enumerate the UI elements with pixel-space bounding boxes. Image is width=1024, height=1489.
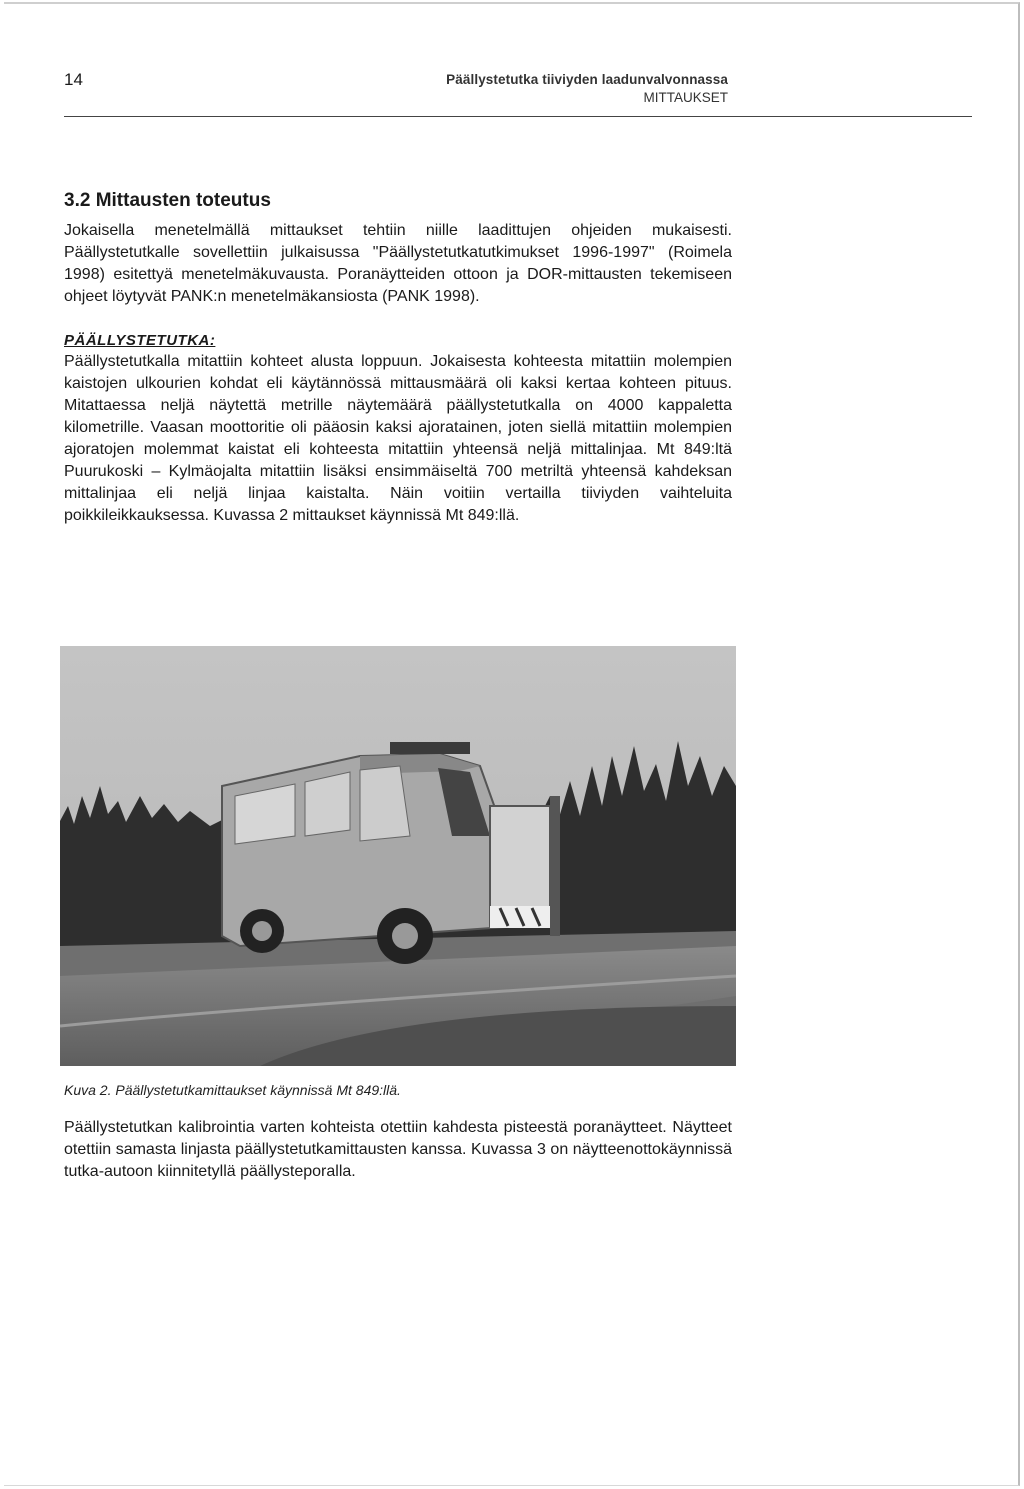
main-content	[64, 190, 732, 527]
running-header	[208, 72, 728, 105]
page-number: 14	[64, 70, 83, 89]
figure-photo	[60, 646, 736, 1066]
running-title: Päällystetutka tiiviyden laadunvalvonnassa	[446, 72, 728, 87]
running-section: MITTAUKSET	[643, 90, 728, 105]
header-rule	[64, 116, 972, 117]
subheading-radar: PÄÄLLYSTETUTKA:	[64, 332, 216, 349]
section-heading: 3.2 Mittausten toteutus	[64, 190, 271, 211]
calibration-paragraph: Päällystetutkan kalibrointia varten kohteista otettiin kahdesta pisteestä poranäytteet. Näytteet otettiin samasta linjasta päällystetutkamittausten kanssa. Kuvassa 3 on näytteenottokäynnissä tutka-autoon kiinnitetyllä päällysteporalla.	[64, 1119, 732, 1180]
radar-paragraph: Päällystetutkalla mitattiin kohteet alusta loppuun. Jokaisesta kohteesta mitattiin molempien kaistojen ulkourien kohdat eli käytännössä mittausmäärä oli kaksi kertaa kohteen pituus. Mitattaessa neljä näytettä metrille näytemäärä päällystetutkalla on 4000 kappaletta kilometrille. Vaasan moottoritie oli pääosin kaksi ajoratainen, joten siellä mitattiin molempien ajoratojen molemmat kaistat eli kohteesta mitattiin yhteensä neljä mittalinjaa. Mt 849:ltä Puurukoski – Kylmäojalta mitattiin lisäksi ensimmäiseltä 700 metriltä yhteensä kahdeksan mittalinjaa eli neljä linjaa kaistalta. Näin voitiin vertailla tiiviyden vaihteluita poikkileikkauksessa. Kuvassa 2 mittaukset käynnissä Mt 849:llä.	[64, 353, 732, 524]
van-photo-illustration	[60, 646, 736, 1066]
figure-caption: Kuva 2. Päällystetutkamittaukset käynnissä Mt 849:llä.	[64, 1082, 401, 1098]
intro-paragraph: Jokaisella menetelmällä mittaukset tehtiin niille laadittujen ohjeiden mukaisesti. Päällystetutkalle sovellettiin julkaisussa "Päällystetutkatutkimukset 1996-1997" (Roimela 1998) esitettyä menetelmäkuvausta. Poranäytteiden ottoon ja DOR-mittausten tekemiseen ohjeet löytyvät PANK:n menetelmäkansiosta (PANK 1998).	[64, 222, 732, 305]
